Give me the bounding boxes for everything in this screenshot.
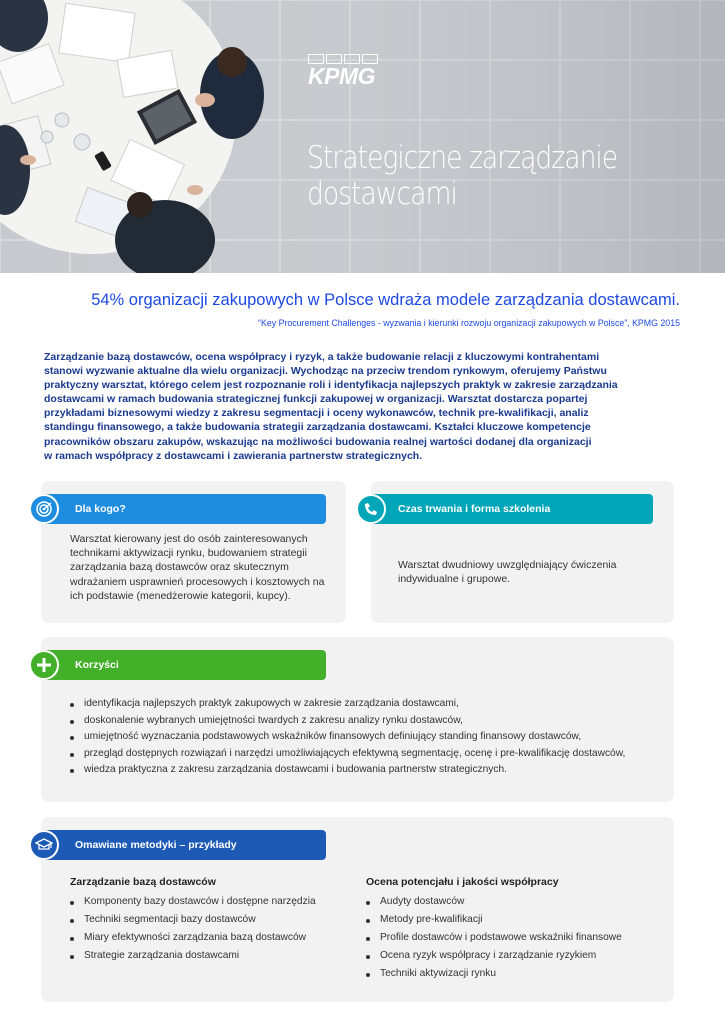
duration-label: Czas trwania i forma szkolenia [398, 503, 551, 515]
duration-text [398, 558, 658, 586]
methods-label: Omawiane metodyki – przykłady [75, 839, 237, 851]
duration-tag [371, 494, 653, 524]
page-title [307, 140, 668, 212]
method-item: Strategie zarządzania dostawcami [70, 950, 350, 961]
method-item: Miary efektywności zarządzania bazą dostawców [70, 932, 350, 943]
kpmg-logo [308, 54, 378, 87]
intro-paragraph [44, 350, 654, 463]
methods-left-list [70, 896, 350, 961]
intro-line: dostawcami w ramach budowania strategicznej funkcji zakupowej w organizacji. Warsztat dostarcza popartej [44, 393, 588, 406]
method-item: Audyty dostawców [366, 896, 666, 907]
clock-icon [356, 494, 386, 524]
benefit-item: identyfikacja najlepszych praktyk zakupowych w zakresie zarządzania dostawcami, [70, 698, 665, 709]
for-whom-label: Dla kogo? [75, 503, 126, 515]
duration-line: indywidualne i grupowe. [398, 573, 511, 586]
target-icon [29, 494, 59, 524]
page-title-line-1: Strategiczne zarządzanie [307, 140, 618, 176]
methods-left-title: Zarządzanie bazą dostawców [70, 876, 216, 888]
methods-tag [41, 830, 326, 860]
page-title-line-2: dostawcami [307, 176, 457, 212]
intro-line: pracowników obszaru zakupów, wskazując na możliwości budowania realnej wartości dodanej dla organizacji [44, 435, 592, 448]
benefit-item: umiejętność wyznaczania podstawowych wskaźników finansowych definiujący standing finansowy dostawców, [70, 731, 665, 742]
benefit-item: przegląd dostępnych rozwiązań i narzędzi umożliwiających efektywną segmentację, ocenę i pre-kwalifikację dostawców, [70, 748, 665, 759]
for-whom-tag [41, 494, 326, 524]
kpmg-wordmark: KPMG [308, 63, 375, 89]
duration-line: Warsztat dwudniowy uwzględniający ćwiczenia [398, 559, 617, 571]
method-item: Techniki segmentacji bazy dostawców [70, 914, 350, 925]
hero-banner [0, 0, 725, 273]
method-item: Ocena ryzyk współpracy i zarządzanie ryzykiem [366, 950, 666, 961]
intro-line: w ramach współpracy z dostawcami i zawierania partnerstw strategicznych. [44, 449, 423, 462]
benefits-list [70, 698, 665, 775]
intro-line: przykładami biznesowymi wiedzy z zakresu segmentacji i oceny wykonawców, technik pre-kwalifikacji, analiz [44, 407, 589, 420]
benefits-label: Korzyści [75, 659, 119, 671]
for-whom-text [70, 532, 340, 603]
for-whom-line: Warsztat kierowany jest do osób zainteresowanych [70, 533, 308, 545]
for-whom-line: technikami aktywizacji rynku, budowaniem strategii [70, 547, 307, 560]
intro-line: stanowi wyzwanie aktualne dla wielu organizacji. Wychodząc na przeciw trendom rynkowym, oferujemy Państwu [44, 365, 607, 378]
for-whom-line: ich podstawie (menedżerowie kategorii, kupcy). [70, 589, 291, 602]
benefits-tag [41, 650, 326, 680]
for-whom-line: zarządzania bazą dostawców oraz skutecznym [70, 561, 289, 574]
method-item: Techniki aktywizacji rynku [366, 968, 666, 979]
intro-line: standingu finansowego, a także budowania strategii zarządzania dostawcami. Kształci kluczowe kompetencje [44, 421, 591, 434]
benefit-item: doskonalenie wybranych umiejętności twardych z zakresu analizy rynku dostawców, [70, 715, 665, 726]
benefit-item: wiedza praktyczna z zakresu zarządzania dostawcami i budowania partnerstw strategicznych. [70, 764, 665, 775]
headline-statistic: 54% organizacji zakupowych w Polsce wdraża modele zarządzania dostawcami. [91, 291, 680, 309]
method-item: Metody pre-kwalifikacji [366, 914, 666, 925]
for-whom-line: wdrażaniem usprawnień procesowych i kosztowych na [70, 575, 325, 588]
graduation-cap-icon [29, 830, 59, 860]
intro-line: praktyczny warsztat, którego celem jest rozpoznanie roli i identyfikacja najlepszych praktyk w zakresie zarządzania [44, 379, 618, 392]
intro-line: Zarządzanie bazą dostawców, ocena współpracy i ryzyk, a także budowanie relacji z kluczowymi kontrahentami [44, 351, 600, 363]
methods-right-title: Ocena potencjału i jakości współpracy [366, 876, 559, 888]
method-item: Komponenty bazy dostawców i dostępne narzędzia [70, 896, 350, 907]
hero-photo [0, 0, 725, 273]
plus-icon [29, 650, 59, 680]
methods-right-list [366, 896, 666, 979]
method-item: Profile dostawców i podstawowe wskaźniki finansowe [366, 932, 666, 943]
headline-citation: “Key Procurement Challenges - wyzwania i kierunki rozwoju organizacji zakupowych w Polsce”, KPMG 2015 [258, 318, 680, 328]
